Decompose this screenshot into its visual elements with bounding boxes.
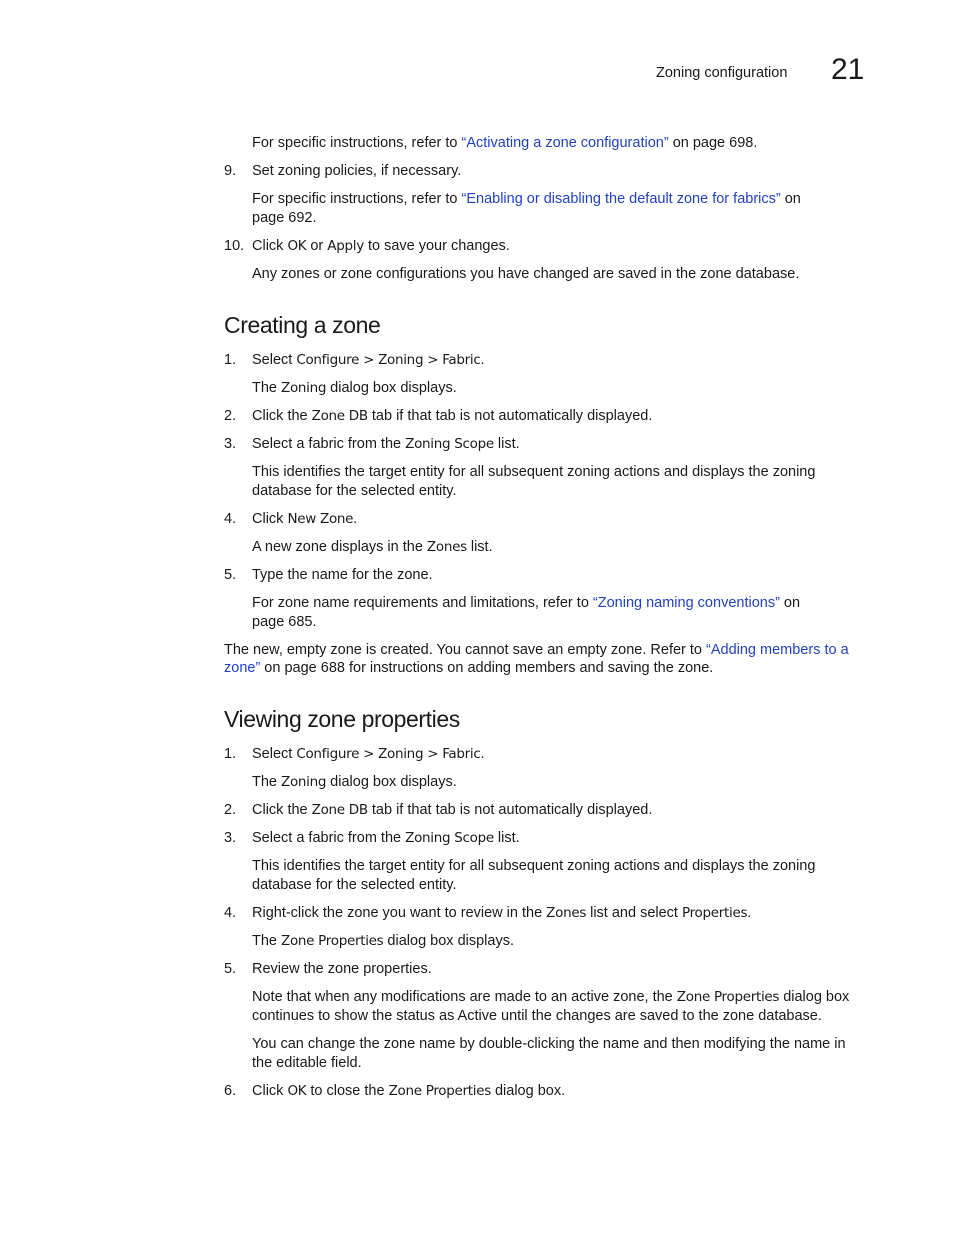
create-step-5-reference: For zone name requirements and limitations, refer to “Zoning naming conventions” on [252, 595, 801, 611]
create-closing-paragraph: The new, empty zone is created. You cannot save an empty zone. Refer to “Adding members to a [224, 642, 849, 658]
view-step-1: Select Configure > Zoning > Fabric. [252, 746, 485, 762]
link-adding-members-cont[interactable]: zone” [224, 660, 261, 676]
create-step-3-note: This identifies the target entity for all subsequent zoning actions and displays the zoning [252, 464, 816, 480]
step-number: 5. [224, 567, 237, 583]
step-10-text: Click OK or Apply to save your changes. [252, 238, 510, 254]
step-number: 9. [224, 163, 237, 179]
ui-term-apply: Apply [327, 238, 364, 254]
create-step-4: Click New Zone. [252, 511, 358, 527]
step-number: 3. [224, 436, 237, 452]
view-step-4-result: The Zone Properties dialog box displays. [252, 933, 514, 949]
view-step-3: Select a fabric from the Zoning Scope list. [252, 830, 520, 846]
view-step-4: Right-click the zone you want to review in the Zones list and select Properties. [252, 905, 752, 921]
link-activating-zone-config[interactable]: “Activating a zone configuration” [461, 135, 669, 151]
view-step-5-tip: You can change the zone name by double-clicking the name and then modifying the name in [252, 1036, 846, 1052]
chapter-number: 21 [831, 53, 865, 86]
create-step-5: Type the name for the zone. [252, 567, 433, 583]
step-number: 2. [224, 802, 237, 818]
step-number: 10. [224, 238, 245, 254]
view-step-5: Review the zone properties. [252, 961, 432, 977]
create-closing-paragraph-line2: zone” on page 688 for instructions on adding members and saving the zone. [224, 660, 714, 676]
view-step-5-tip-line2: the editable field. [252, 1055, 362, 1071]
step-number: 1. [224, 746, 237, 762]
section-heading-creating-zone: Creating a zone [224, 312, 381, 338]
create-step-2: Click the Zone DB tab if that tab is not automatically displayed. [252, 408, 653, 424]
link-enabling-default-zone[interactable]: “Enabling or disabling the default zone for fabrics” [461, 191, 781, 207]
step-9-reference-line2: page 692. [252, 210, 317, 226]
view-step-5-note: Note that when any modifications are made to an active zone, the Zone Properties dialog box [252, 989, 850, 1005]
step-10-result: Any zones or zone configurations you have changed are saved in the zone database. [252, 266, 800, 282]
view-step-1-result: The Zoning dialog box displays. [252, 774, 457, 790]
create-step-4-result: A new zone displays in the Zones list. [252, 539, 493, 555]
create-step-1-result: The Zoning dialog box displays. [252, 380, 457, 396]
step-9-text: Set zoning policies, if necessary. [252, 163, 462, 179]
create-step-1: Select Configure > Zoning > Fabric. [252, 352, 485, 368]
create-step-5-reference-line2: page 685. [252, 614, 317, 630]
step-number: 2. [224, 408, 237, 424]
view-step-2: Click the Zone DB tab if that tab is not automatically displayed. [252, 802, 653, 818]
step-number: 1. [224, 352, 237, 368]
section-heading-viewing-zone-properties: Viewing zone properties [224, 706, 460, 732]
ui-term-ok: OK [287, 238, 307, 254]
link-zoning-naming-conventions[interactable]: “Zoning naming conventions” [592, 595, 780, 611]
step-number: 4. [224, 511, 237, 527]
step-number: 3. [224, 830, 237, 846]
create-step-3-note-line2: database for the selected entity. [252, 483, 457, 499]
step-number: 5. [224, 961, 237, 977]
step-8-reference: For specific instructions, refer to “Activating a zone configuration” on page 698. [252, 135, 758, 151]
step-number: 4. [224, 905, 237, 921]
view-step-3-note: This identifies the target entity for all subsequent zoning actions and displays the zoning [252, 858, 816, 874]
view-step-6: Click OK to close the Zone Properties dialog box. [252, 1083, 566, 1099]
view-step-5-note-line2: continues to show the status as Active until the changes are saved to the zone database. [252, 1008, 822, 1024]
step-number: 6. [224, 1083, 237, 1099]
create-step-3: Select a fabric from the Zoning Scope list. [252, 436, 520, 452]
view-step-3-note-line2: database for the selected entity. [252, 877, 457, 893]
running-header-title: Zoning configuration [656, 65, 788, 81]
link-adding-members[interactable]: “Adding members to a [706, 642, 849, 658]
step-9-reference: For specific instructions, refer to “Enabling or disabling the default zone for fabrics” on [252, 191, 801, 207]
ui-menu-path: Configure > Zoning > Fabric [296, 352, 481, 368]
